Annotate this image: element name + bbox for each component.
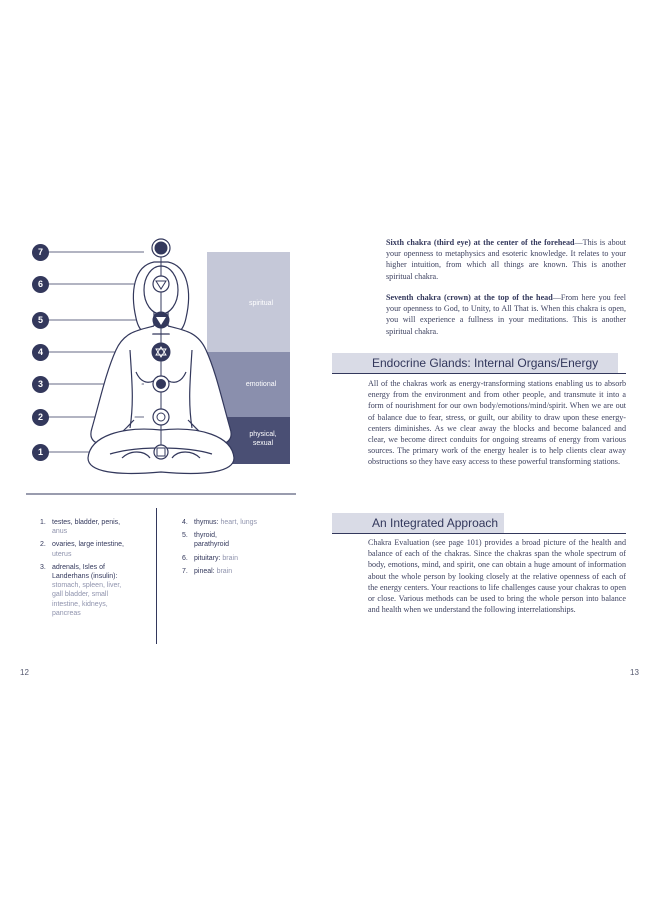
legend-item-organs-cont: stomach, spleen, liver, <box>52 582 122 590</box>
legend-item-gland: thymus: <box>194 519 219 526</box>
chakra-number-4: 4 <box>32 344 49 361</box>
band-label-physical <box>240 430 286 448</box>
legend-item-organs: heart, lungs <box>218 519 258 526</box>
integrated-paragraph: Chakra Evaluation (see page 101) provides a broad picture of the health and balance of each of the chakras. Since the chakras span the whole spectrum of body, emotions, mind, and spirit, one can obtain a huge amount of information about the whole person by looking closely at the relative openness of each of the energy centers. Your reactions to life challenges cause your chakras to open or close. Various methods can be used to bring the whole person into balance and health when we understand the following interrelationships. <box>368 538 626 615</box>
legend-item-number: 5. <box>182 532 188 540</box>
legend-item-gland: pineal: <box>194 567 215 575</box>
legend-item-organs-cont: anus <box>52 528 68 536</box>
legend-item-organs-cont: intestine, kidneys, <box>52 600 108 608</box>
chakra-diagram <box>26 232 296 502</box>
band-label-physical-line2: sexual <box>252 440 274 447</box>
sixth-chakra-title: Sixth chakra (third eye) at the center of the forehead <box>386 238 575 247</box>
page-number-left: 12 <box>20 668 29 677</box>
legend-item-organs-cont: pancreas <box>52 609 81 617</box>
legend-column-1 <box>40 518 152 622</box>
chakra-3-symbol <box>153 376 169 392</box>
heading-endocrine: Endocrine Glands: Internal Organs/Energy <box>372 356 599 370</box>
band-label-spiritual: spiritual <box>248 300 274 307</box>
legend-item-organs-cont: gall bladder, small <box>52 591 109 599</box>
seventh-chakra-title: Seventh chakra (crown) at the top of the head <box>386 293 553 302</box>
heading-endocrine-rule <box>332 373 626 374</box>
legend-item-3 <box>40 563 152 618</box>
legend-item-gland: pituitary: <box>194 554 221 562</box>
legend-item-5 <box>182 531 292 549</box>
legend-item-organs-line2: Landerhans (insulin): <box>52 573 118 581</box>
sixth-chakra-paragraph <box>386 237 626 282</box>
chakra-number-7: 7 <box>32 244 49 261</box>
legend-item-number: 4. <box>182 519 188 526</box>
sixth-chakra-text: —This is about your openness to metaphysics and esoteric knowledge. It relates to your higher intuition, from which all things are known. This is another spiritual chakra. <box>386 238 626 281</box>
chakra-5-symbol <box>153 312 169 328</box>
heading-integrated: An Integrated Approach <box>372 516 499 530</box>
chakra-figure-svg <box>26 232 296 502</box>
chakra-number-2: 2 <box>32 409 49 426</box>
chakra-2-symbol <box>153 409 169 425</box>
band-label-emotional: emotional <box>245 381 277 388</box>
legend-item-organs: brain <box>214 567 233 575</box>
endocrine-paragraph: All of the chakras work as energy-transforming stations enabling us to absorb energy from the environment and from other people, and transmute it into a form of nourishment for our own body/emotions/mind/spirit. When we are out of balance due to fear, stress, or guilt, our ability to draw upon these energy-centers diminishes. As we clear away the blocks and become balanced and clear, we become direct conduits for ongoing streams of energy from various sources. The primary work of the energy healer is to help clients clear away obstructions so they have easy access to these powerful transforming stations. <box>368 379 626 467</box>
chakra-7-symbol <box>152 239 170 257</box>
chakra-number-3: 3 <box>32 376 49 393</box>
seventh-chakra-paragraph <box>386 292 626 337</box>
seventh-chakra-text: —From here you feel your openness to God, to Unity, to All That is. When this chakra is open, you will experience a fullness in your meditations. This is another spiritual chakra. <box>386 293 627 336</box>
chakra-1-symbol <box>154 445 168 459</box>
legend-divider <box>156 508 157 644</box>
page-number-right: 13 <box>630 668 639 677</box>
legend-item-7 <box>182 567 292 576</box>
legend-item-organs: brain <box>220 554 238 562</box>
chakra-number-6: 6 <box>32 276 49 293</box>
chakra-4-symbol <box>152 343 170 361</box>
legend-item-number: 7. <box>182 567 188 575</box>
band-label-physical-line1: physical, <box>249 431 277 438</box>
legend-item-gland-line2: parathyroid <box>194 541 230 549</box>
legend-item-organs-cont: uterus <box>52 550 72 558</box>
legend-column-2 <box>182 518 292 580</box>
legend-item-number: 3. <box>40 563 46 571</box>
legend-item-gland: thyroid, <box>194 532 217 540</box>
legend-item-organs: testes, bladder, penis, <box>52 519 121 526</box>
legend-item-number: 6. <box>182 554 188 562</box>
legend-item-organs: ovaries, large intestine, <box>52 541 124 549</box>
heading-integrated-rule <box>332 533 626 534</box>
chakra-number-5: 5 <box>32 312 49 329</box>
legend-item-1 <box>40 518 152 536</box>
chakra-number-1: 1 <box>32 444 49 461</box>
organ-legend <box>34 508 294 646</box>
legend-item-organs: adrenals, Isles of <box>52 563 105 571</box>
legend-item-number: 1. <box>40 519 46 526</box>
legend-item-6 <box>182 554 292 563</box>
legend-item-number: 2. <box>40 541 46 549</box>
legend-item-4 <box>182 518 292 527</box>
chakra-6-symbol <box>153 276 169 292</box>
legend-item-2 <box>40 540 152 558</box>
